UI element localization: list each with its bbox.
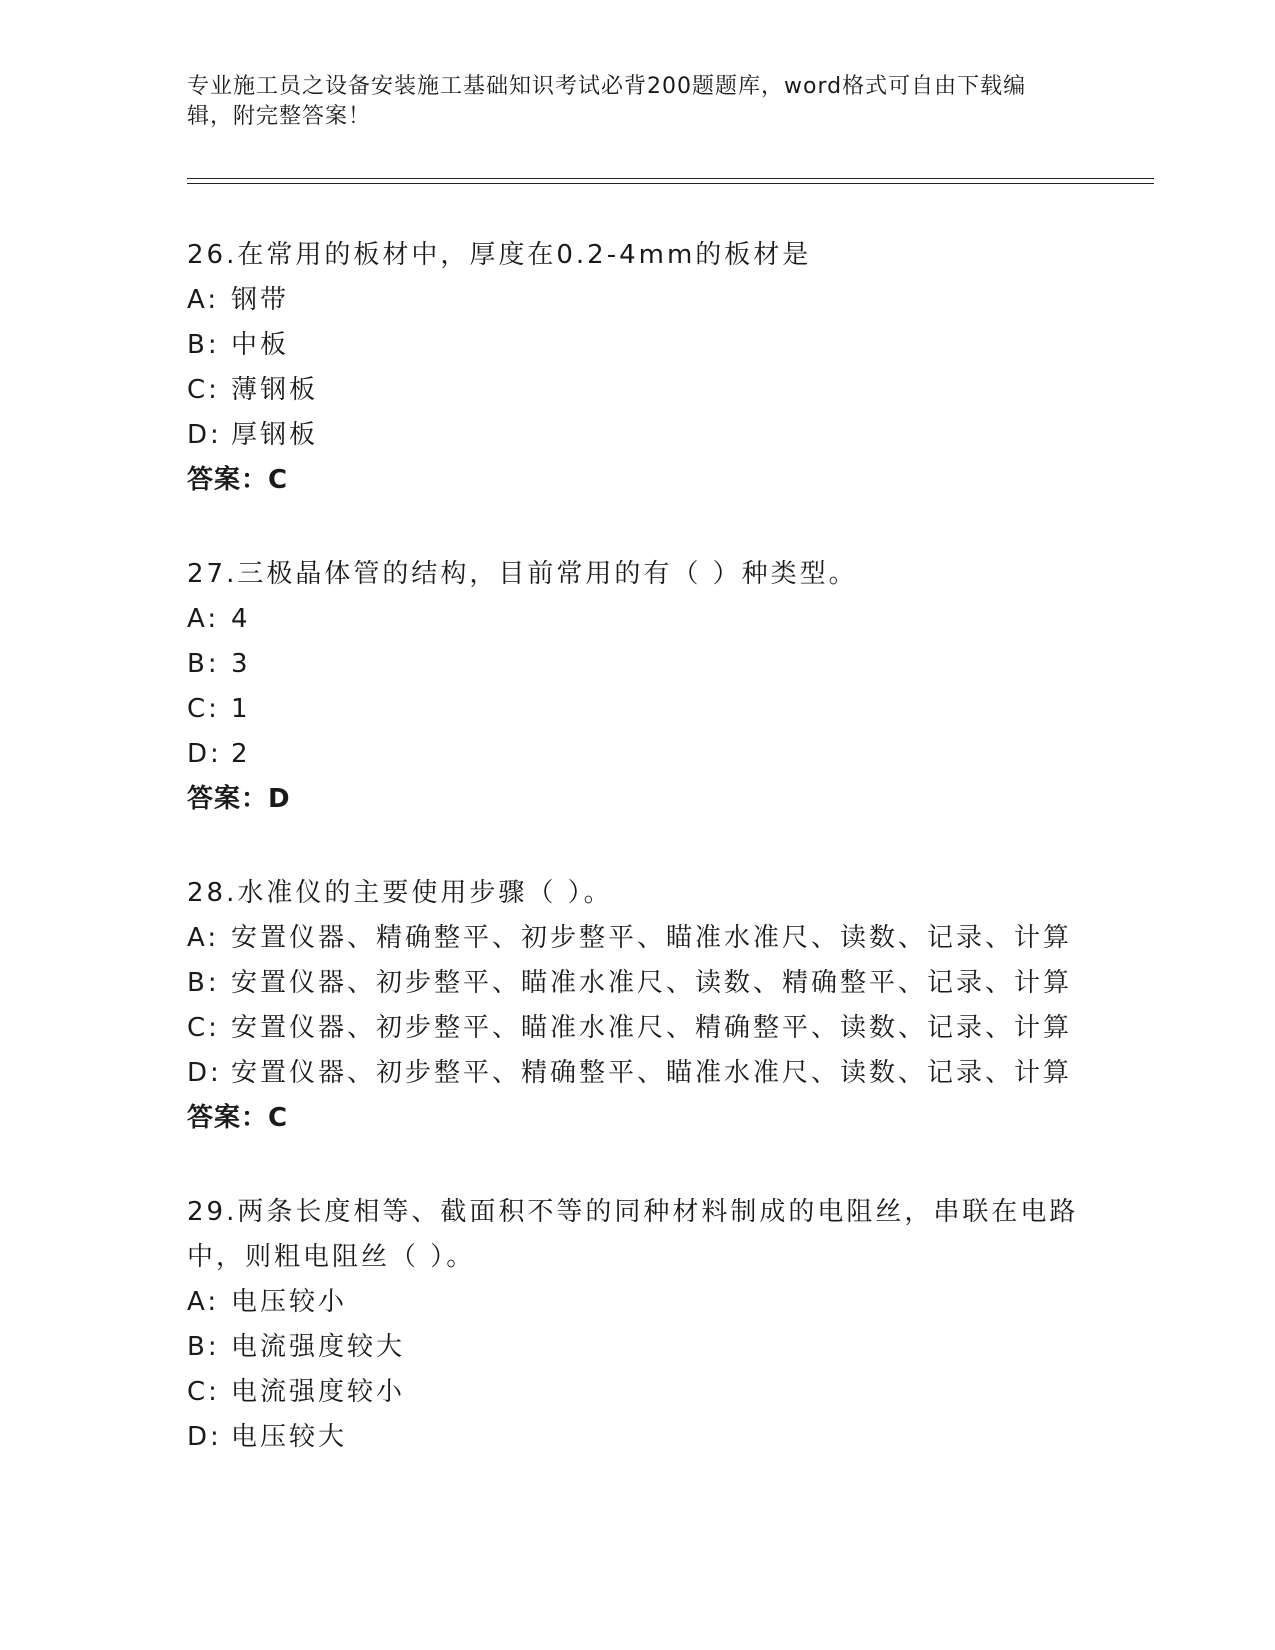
question-text: 26.在常用的板材中，厚度在0.2-4mm的板材是 [187, 240, 812, 270]
option-key: D: [187, 420, 222, 450]
question-27 [187, 552, 1087, 822]
option-text: 中板 [231, 330, 290, 360]
option-key: A: [187, 604, 220, 634]
question-26 [187, 233, 1087, 503]
option-key: D: [187, 1058, 222, 1088]
option-text: 安置仪器、初步整平、瞄准水准尺、精确整平、读数、记录、计算 [231, 1013, 1073, 1043]
option-text: 电压较大 [231, 1422, 348, 1452]
option-text: 安置仪器、初步整平、瞄准水准尺、读数、精确整平、记录、计算 [231, 968, 1073, 998]
option-key: C: [187, 1377, 220, 1407]
header-divider-top [187, 178, 1154, 179]
option-key: D: [187, 1422, 222, 1452]
option-key: A: [187, 1287, 220, 1317]
option-text: 薄钢板 [231, 375, 319, 405]
answer-label: 答案： [187, 784, 269, 814]
option-text: 安置仪器、初步整平、精确整平、瞄准水准尺、读数、记录、计算 [231, 1058, 1073, 1088]
option-text: 4 [231, 604, 251, 634]
option-a [187, 1280, 1087, 1325]
answer-value: D [268, 784, 291, 814]
option-text: 钢带 [231, 285, 290, 315]
option-a [187, 278, 1087, 323]
option-b [187, 642, 1087, 687]
answer-label: 答案： [187, 465, 269, 495]
option-key: B: [187, 649, 220, 679]
answer-line [187, 777, 1087, 822]
answer-label: 答案： [187, 1103, 269, 1133]
answer-value: C [268, 1103, 289, 1133]
option-key: C: [187, 375, 220, 405]
option-c [187, 368, 1087, 413]
option-key: B: [187, 330, 220, 360]
header-divider-bottom [187, 183, 1154, 184]
option-c [187, 687, 1087, 732]
question-29 [187, 1190, 1087, 1460]
question-text: 29.两条长度相等、截面积不等的同种材料制成的电阻丝，串联在电路中，则粗电阻丝（ ）。 [187, 1197, 1079, 1272]
option-text: 厚钢板 [231, 420, 319, 450]
option-c [187, 1370, 1087, 1415]
option-text: 电流强度较大 [231, 1332, 406, 1362]
option-key: D: [187, 739, 222, 769]
option-text: 3 [231, 649, 251, 679]
option-text: 电流强度较小 [231, 1377, 406, 1407]
option-key: B: [187, 968, 220, 998]
option-key: A: [187, 923, 220, 953]
option-a [187, 916, 1087, 961]
option-b [187, 1325, 1087, 1370]
question-28 [187, 871, 1087, 1141]
answer-line [187, 458, 1087, 503]
option-key: A: [187, 285, 220, 315]
option-key: C: [187, 1013, 220, 1043]
option-text: 2 [231, 739, 251, 769]
option-key: B: [187, 1332, 220, 1362]
option-text: 安置仪器、精确整平、初步整平、瞄准水准尺、读数、记录、计算 [231, 923, 1073, 953]
option-key: C: [187, 694, 220, 724]
option-d [187, 1051, 1087, 1096]
answer-line [187, 1096, 1087, 1141]
option-text: 1 [231, 694, 251, 724]
option-text: 电压较小 [231, 1287, 348, 1317]
option-d [187, 732, 1087, 777]
option-d [187, 1415, 1087, 1460]
option-d [187, 413, 1087, 458]
answer-value: C [268, 465, 289, 495]
option-b [187, 323, 1087, 368]
option-a [187, 597, 1087, 642]
option-c [187, 1006, 1087, 1051]
option-b [187, 961, 1087, 1006]
question-text: 27.三极晶体管的结构，目前常用的有（ ）种类型。 [187, 559, 858, 589]
document-header: 专业施工员之设备安装施工基础知识考试必背200题题库，word格式可自由下载编辑，附完整答案！ [187, 74, 1027, 129]
question-text: 28.水准仪的主要使用步骤（ ）。 [187, 878, 613, 908]
